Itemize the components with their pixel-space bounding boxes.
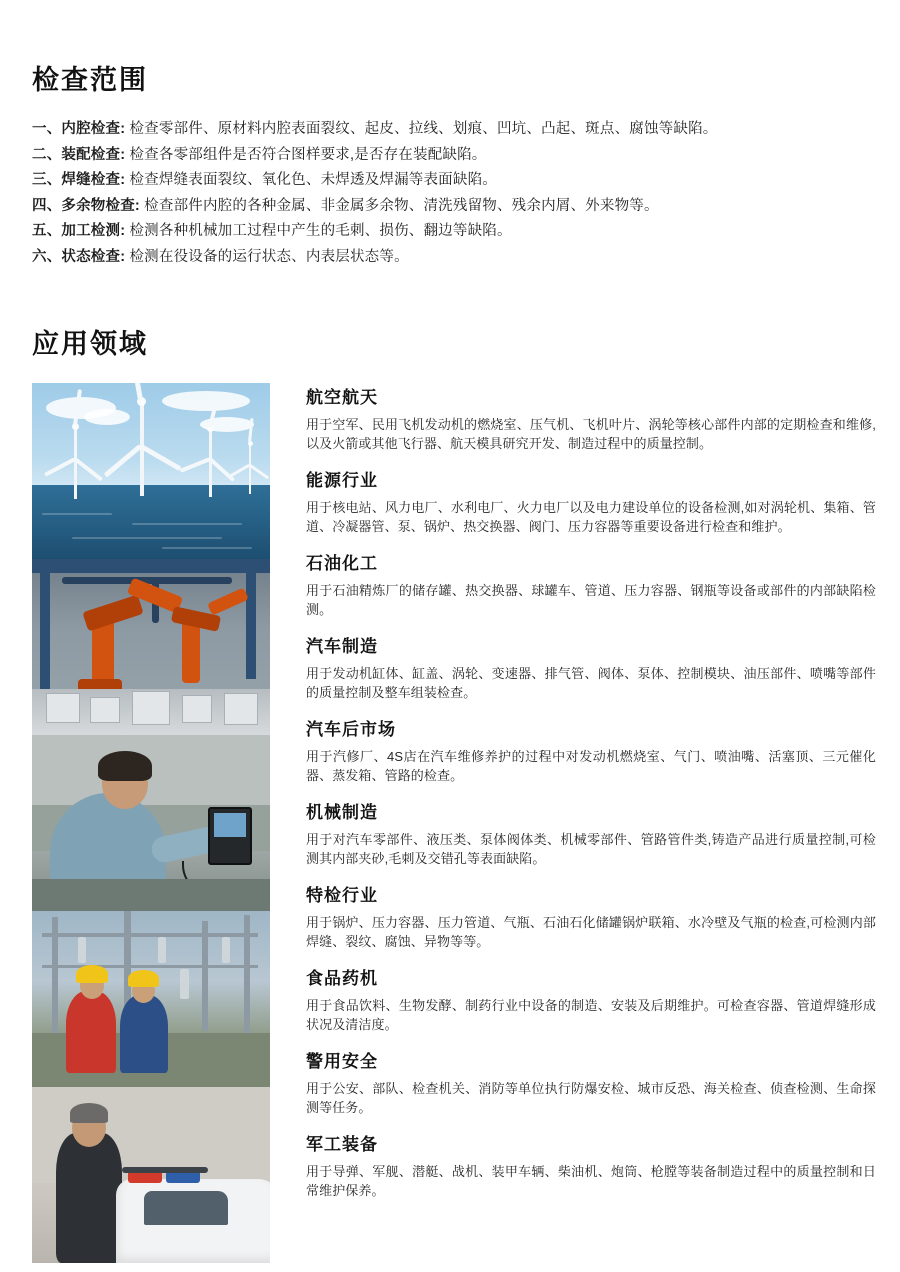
application-item-energy xyxy=(306,466,876,536)
scope-item-text: 检查焊缝表面裂纹、氧化色、未焊透及焊漏等表面缺陷。 xyxy=(129,172,497,188)
scope-item-text: 检查各零部组件是否符合图样要求,是否存在装配缺陷。 xyxy=(129,146,487,163)
scope-item-label: 三、焊缝检查: xyxy=(32,172,126,188)
application-heading: 航空航天 xyxy=(306,388,378,407)
inspection-scope-heading: 检查范围 xyxy=(32,65,148,95)
industrial-robot-line-photo xyxy=(32,559,270,735)
police-officer-patrol-photo xyxy=(32,1087,270,1263)
application-heading: 警用安全 xyxy=(306,1052,378,1071)
scope-item xyxy=(32,168,866,194)
application-description: 用于石油精炼厂的储存罐、热交换器、球罐车、管道、压力容器、钢瓶等设备或部件的内部缺陷检测。 xyxy=(306,583,876,617)
application-item-petrochemical xyxy=(306,549,876,619)
scope-item-text: 检查零部件、原材料内腔表面裂纹、起皮、拉线、划痕、凹坑、凸起、斑点、腐蚀等缺陷。 xyxy=(129,121,718,137)
application-item-machinery xyxy=(306,798,876,868)
application-item-aerospace xyxy=(306,383,876,453)
application-description: 用于公安、部队、检查机关、消防等单位执行防爆安检、城市反恐、海关检查、侦查检测、生命探测等任务。 xyxy=(306,1081,876,1115)
inspection-scope-list xyxy=(18,117,882,270)
application-heading: 食品药机 xyxy=(306,969,378,988)
application-description: 用于汽修厂、4S店在汽车维修养护的过程中对发动机燃烧室、气门、喷油嘴、活塞顶、三元催化器、蒸发箱、管路的检查。 xyxy=(306,749,876,783)
application-description: 用于核电站、风力电厂、水利电厂、火力电厂以及电力建设单位的设备检测,如对涡轮机、集箱、管道、冷凝器管、泵、锅炉、热交换器、阀门、压力容器等重要设备进行检查和维护。 xyxy=(306,500,876,534)
application-photo-column xyxy=(32,383,270,1263)
offshore-wind-farm-photo xyxy=(32,383,270,559)
application-heading: 机械制造 xyxy=(306,803,378,822)
scope-item-text: 检测各种机械加工过程中产生的毛刺、损伤、翻边等缺陷。 xyxy=(129,223,512,239)
application-item-automotive-aftermarket xyxy=(306,715,876,785)
power-substation-workers-photo xyxy=(32,911,270,1087)
scope-item-label: 五、加工检测: xyxy=(32,223,126,239)
scope-item-label: 六、状态检查: xyxy=(32,248,126,265)
scope-item xyxy=(32,219,866,245)
application-text-column xyxy=(270,383,882,1263)
application-heading: 能源行业 xyxy=(306,471,378,490)
scope-item-text: 检测在役设备的运行状态、内表层状态等。 xyxy=(129,248,409,265)
application-item-special-equipment xyxy=(306,881,876,951)
scope-item xyxy=(32,245,866,271)
application-fields-heading: 应用领域 xyxy=(32,329,148,359)
scope-item-text: 检查部件内腔的各种金属、非金属多余物、清洗残留物、残余内屑、外来物等。 xyxy=(144,197,659,214)
scope-item xyxy=(32,143,866,169)
application-item-automotive-manufacturing xyxy=(306,632,876,702)
application-heading: 汽车制造 xyxy=(306,637,378,656)
application-description: 用于锅炉、压力容器、压力管道、气瓶、石油石化储罐锅炉联箱、水冷壁及气瓶的检查,可检测内部焊缝、裂纹、腐蚀、异物等等。 xyxy=(306,915,876,949)
technician-inspection-photo xyxy=(32,735,270,911)
application-heading: 特检行业 xyxy=(306,886,378,905)
application-description: 用于食品饮料、生物发酵、制药行业中设备的制造、安装及后期维护。可检查容器、管道焊缝形成状况及清洁度。 xyxy=(306,998,876,1032)
scope-item xyxy=(32,194,866,220)
application-heading: 汽车后市场 xyxy=(306,720,396,739)
scope-item xyxy=(32,117,866,143)
scope-item-label: 四、多余物检查: xyxy=(32,197,140,214)
scope-item-label: 一、内腔检查: xyxy=(32,121,126,137)
application-description: 用于对汽车零部件、液压类、泵体阀体类、机械零部件、管路管件类,铸造产品进行质量控制,可检测其内部夹砂,毛刺及交错孔等表面缺陷。 xyxy=(306,832,876,866)
application-description: 用于发动机缸体、缸盖、涡轮、变速器、排气管、阀体、泵体、控制模块、油压部件、喷嘴等部件的质量控制及整车组装检查。 xyxy=(306,666,876,700)
application-description: 用于空军、民用飞机发动机的燃烧室、压气机、飞机叶片、涡轮等核心部件内部的定期检查和维修,以及火箭或其他飞行器、航天模具研究开发、制造过程中的质量控制。 xyxy=(306,417,876,451)
application-heading: 石油化工 xyxy=(306,554,378,573)
application-item-food-pharma xyxy=(306,964,876,1034)
scope-item-label: 二、装配检查: xyxy=(32,146,126,163)
application-description: 用于导弹、军舰、潜艇、战机、装甲车辆、柴油机、炮筒、枪膛等装备制造过程中的质量控制和日常维护保养。 xyxy=(306,1164,876,1198)
application-item-police-security xyxy=(306,1047,876,1117)
application-fields-body xyxy=(18,383,882,1263)
application-item-military xyxy=(306,1130,876,1200)
application-heading: 军工装备 xyxy=(306,1135,378,1154)
